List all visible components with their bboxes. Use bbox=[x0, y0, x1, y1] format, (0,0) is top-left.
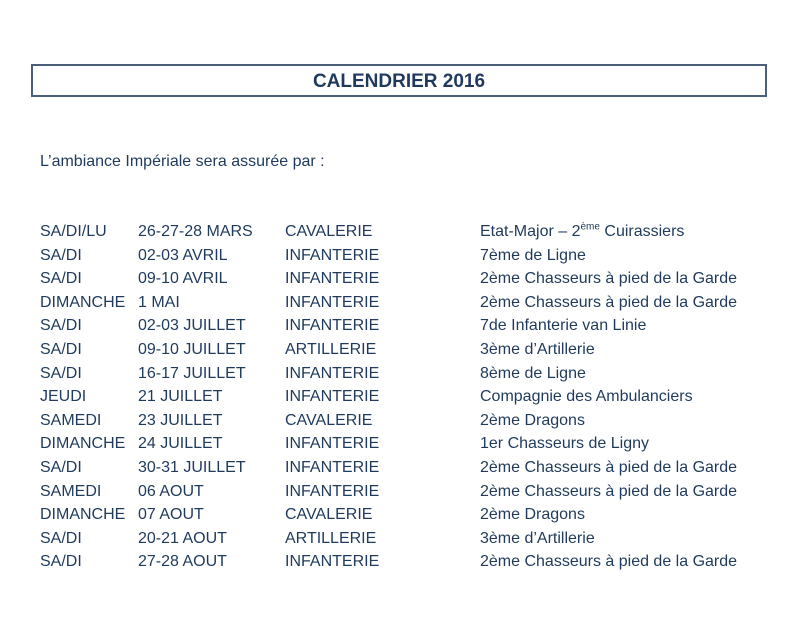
row-days: DIMANCHE bbox=[40, 293, 126, 311]
row-dates: 30-31 JUILLET bbox=[138, 458, 246, 476]
row-arm: ARTILLERIE bbox=[285, 340, 377, 358]
intro-text: L’ambiance Impériale sera assurée par : bbox=[40, 153, 325, 170]
page-title: CALENDRIER 2016 bbox=[312, 71, 486, 92]
row-unit: 1er Chasseurs de Ligny bbox=[480, 435, 649, 453]
row-arm: CAVALERIE bbox=[285, 411, 373, 429]
unit-text-after: Cuirassiers bbox=[599, 223, 685, 240]
row-unit: 2ème Dragons bbox=[480, 411, 585, 429]
row-days: SA/DI bbox=[40, 317, 82, 335]
row-dates: 23 JUILLET bbox=[138, 411, 223, 429]
row-arm: INFANTERIE bbox=[285, 270, 380, 288]
row-unit: 7de Infanterie van Linie bbox=[480, 317, 647, 335]
row-days: SA/DI bbox=[40, 364, 82, 382]
row-unit: 2ème Dragons bbox=[480, 506, 585, 524]
row-unit: 7ème de Ligne bbox=[480, 246, 586, 264]
row-days: SA/DI bbox=[40, 246, 82, 264]
row-arm: INFANTERIE bbox=[285, 293, 380, 311]
unit-superscript: ème bbox=[580, 221, 600, 233]
title-box bbox=[31, 64, 767, 97]
row-dates: 20-21 AOUT bbox=[138, 529, 227, 547]
row-arm: INFANTERIE bbox=[285, 435, 380, 453]
row-days: SA/DI bbox=[40, 340, 82, 358]
row-arm: ARTILLERIE bbox=[285, 529, 377, 547]
row-days: SA/DI bbox=[40, 458, 82, 476]
row-unit: 2ème Chasseurs à pied de la Garde bbox=[480, 293, 738, 311]
row-unit: 2ème Chasseurs à pied de la Garde bbox=[480, 270, 738, 288]
row-unit: 8ème de Ligne bbox=[480, 364, 586, 382]
row-days: SA/DI bbox=[40, 270, 82, 288]
row-arm: INFANTERIE bbox=[285, 317, 380, 335]
row-dates: 16-17 JUILLET bbox=[138, 364, 246, 382]
row-days: SAMEDI bbox=[40, 411, 102, 429]
row-dates: 24 JUILLET bbox=[138, 435, 223, 453]
row-arm: CAVALERIE bbox=[285, 223, 373, 240]
row-unit: 2ème Chasseurs à pied de la Garde bbox=[480, 482, 738, 500]
row-dates: 26-27-28 MARS bbox=[138, 223, 253, 240]
row-days: DIMANCHE bbox=[40, 435, 126, 453]
row-dates: 02-03 JUILLET bbox=[138, 317, 246, 335]
row-dates: 07 AOUT bbox=[138, 506, 204, 524]
row-arm: CAVALERIE bbox=[285, 506, 373, 524]
row-days: SA/DI bbox=[40, 553, 82, 571]
row-days: SA/DI/LU bbox=[40, 223, 107, 240]
row-arm: INFANTERIE bbox=[285, 246, 380, 264]
row-dates: 1 MAI bbox=[138, 293, 180, 311]
row-dates: 21 JUILLET bbox=[138, 388, 223, 406]
row-arm: INFANTERIE bbox=[285, 482, 380, 500]
row-dates: 09-10 AVRIL bbox=[138, 270, 228, 288]
row-unit: 2ème Chasseurs à pied de la Garde bbox=[480, 458, 738, 476]
row-dates: 09-10 JUILLET bbox=[138, 340, 246, 358]
row-arm: INFANTERIE bbox=[285, 553, 380, 571]
row-unit bbox=[480, 222, 684, 242]
unit-text: Etat-Major – 2 bbox=[480, 223, 581, 240]
row-days: SA/DI bbox=[40, 529, 82, 547]
row-arm: INFANTERIE bbox=[285, 458, 380, 476]
row-dates: 06 AOUT bbox=[138, 482, 204, 500]
row-days: DIMANCHE bbox=[40, 506, 126, 524]
row-unit: 2ème Chasseurs à pied de la Garde bbox=[480, 553, 738, 571]
row-unit: 3ème d’Artillerie bbox=[480, 340, 595, 358]
row-arm: INFANTERIE bbox=[285, 364, 380, 382]
row-arm: INFANTERIE bbox=[285, 388, 380, 406]
row-days: JEUDI bbox=[40, 388, 87, 406]
row-days: SAMEDI bbox=[40, 482, 102, 500]
row-dates: 02-03 AVRIL bbox=[138, 246, 228, 264]
row-unit: 3ème d’Artillerie bbox=[480, 529, 595, 547]
row-dates: 27-28 AOUT bbox=[138, 553, 227, 571]
row-unit: Compagnie des Ambulanciers bbox=[480, 388, 693, 406]
